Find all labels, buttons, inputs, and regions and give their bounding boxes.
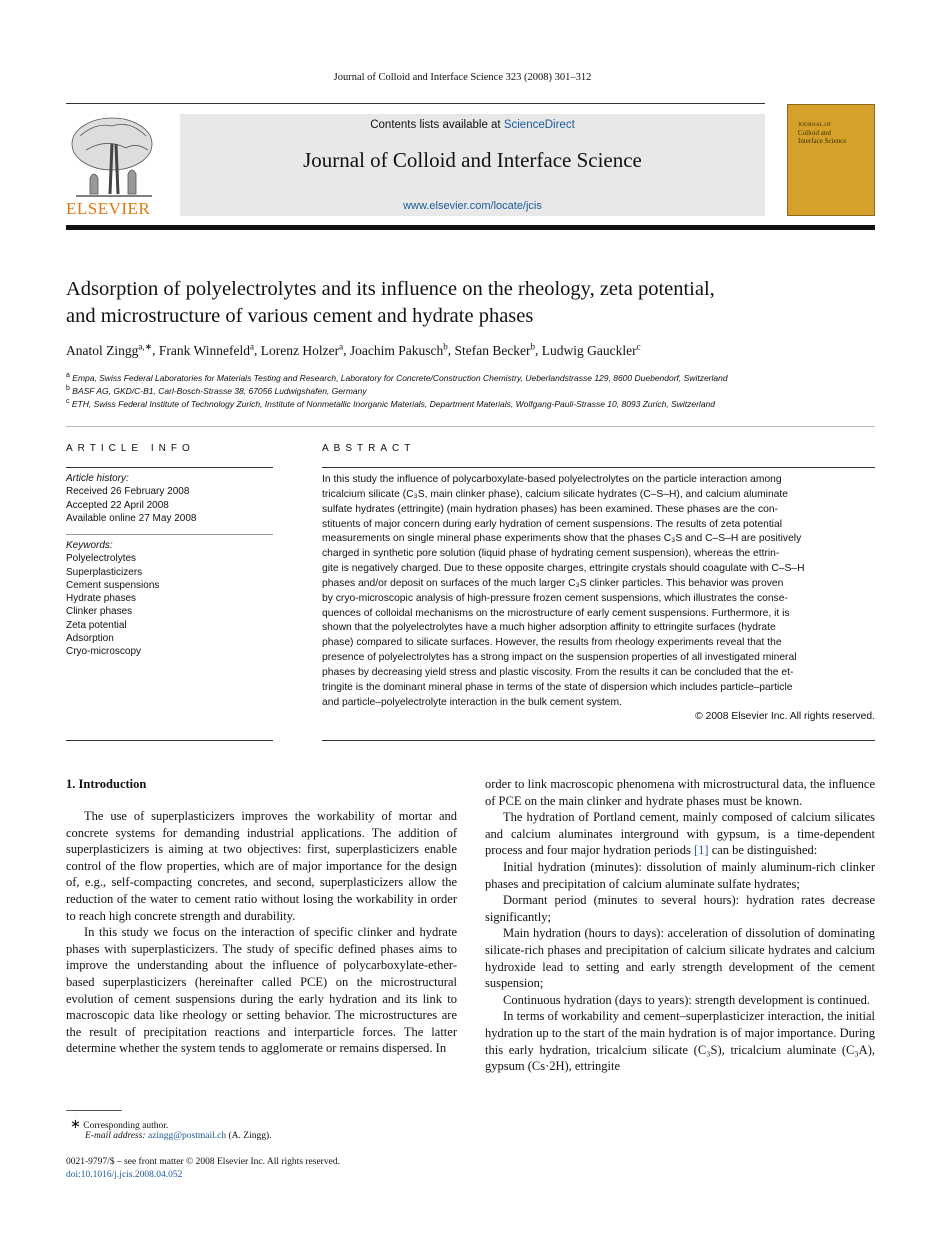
abstract-heading: ABSTRACT: [322, 443, 416, 454]
email-note: [85, 1131, 272, 1141]
affiliation-text: BASF AG, GKD/C-B1, Carl-Bosch-Strasse 38, 67056 Ludwigshafen, Germany: [72, 385, 367, 396]
abstract-bottom-rule: [322, 740, 875, 741]
article-info-bottom-rule: [66, 740, 273, 741]
abstract-line: gite is negatively charged. Due to these opposite charges, ettringite crystals should coagulate with C–S–H: [322, 563, 805, 575]
journal-cover: [787, 104, 875, 216]
affiliation: [66, 398, 715, 409]
email-suffix: (A. Zingg).: [228, 1131, 272, 1141]
affiliation-rule: [66, 426, 875, 427]
keyword: Hydrate phases: [66, 593, 137, 605]
abstract-rule: [322, 467, 875, 468]
abstract-line: phases by decreasing yield stress and plastic viscosity. From the results it can be concluded that the et-: [322, 666, 794, 678]
author: [66, 343, 152, 358]
abstract-line: quences of colloidal mechanisms on the microstructure of early cement suspensions. Furthermore, it is: [322, 607, 790, 619]
keywords-label: Keywords:: [66, 540, 113, 551]
abstract-line: presence of polyelectrolytes has a strong impact on the suspension properties of all investigated mineral: [322, 652, 797, 664]
abstract-line: and particle–polyelectrolyte interaction in the bulk cement system.: [322, 696, 622, 708]
author-name: Stefan Becker: [454, 342, 531, 358]
paragraph-text: The hydration of Portland cement, mainly composed of calcium silicates and calcium aluminates interground with gypsum, is a time-dependent process and four major hydration periods: [485, 810, 875, 858]
abstract-line: In this study the influence of polycarboxylate-based polyelectrolytes on the particle interaction among: [322, 474, 782, 485]
citation-link[interactable]: [1]: [693, 843, 709, 858]
author: [542, 343, 641, 358]
online-date: Available online 27 May 2008: [66, 512, 197, 524]
author-affil-mark[interactable]: c: [636, 341, 641, 351]
keyword: Superplasticizers: [66, 566, 143, 578]
abstract-line: phase) compared to silicate surfaces. However, the results from rheology experiments reveal that the: [322, 637, 782, 649]
received-date: Received 26 February 2008: [66, 486, 190, 498]
email-label: E-mail address:: [85, 1131, 146, 1141]
corresponding-author-note: [70, 1116, 168, 1132]
footnote-rule: [66, 1110, 122, 1111]
title-line: and microstructure of various cement and hydrate phases: [66, 305, 534, 327]
keyword: Adsorption: [66, 633, 114, 645]
corresponding-author-label: Corresponding author.: [83, 1121, 169, 1131]
cover-line: JOURNAL OF: [798, 122, 832, 128]
author-name: Joachim Pakusch: [349, 342, 444, 358]
abstract-line: tringite is the dominant mineral phase in terms of the state of dispersion which includes particle–particle: [322, 681, 793, 693]
author-affil-mark[interactable]: b: [530, 341, 536, 351]
article-info-heading: ARTICLE INFO: [66, 443, 195, 454]
asterisk-mark: ∗: [70, 1116, 81, 1131]
doi-link[interactable]: doi:10.1016/j.jcis.2008.04.052: [66, 1170, 183, 1180]
author-name: Ludwig Gauckler: [541, 342, 637, 358]
journal-url-link[interactable]: www.elsevier.com/locate/jcis: [403, 200, 542, 212]
keyword: Polyelectrolytes: [66, 553, 137, 565]
journal-masthead: [180, 114, 765, 216]
keyword: Cement suspensions: [66, 579, 160, 591]
author-affil-mark[interactable]: a: [339, 341, 344, 351]
paragraph: Dormant period (minutes to several hours): hydration rates decrease significantly;: [485, 893, 875, 924]
accepted-date: Accepted 22 April 2008: [66, 499, 169, 511]
paragraph: Main hydration (hours to days): acceleration of dissolution of dominating silicate-rich phases and precipitation of calcium silicate hydrates and calcium hydroxide lead to setting and early strength development of the cement suspension;: [485, 926, 875, 991]
section-heading-introduction: 1. Introduction: [66, 777, 147, 791]
title-line: Adsorption of polyelectrolytes and its influence on the rheology, zeta potential,: [66, 278, 715, 300]
abstract-body: [322, 473, 875, 711]
contents-prefix: Contents lists available at: [370, 119, 504, 131]
author-affil-mark[interactable]: a,∗: [138, 341, 153, 351]
abstract-copyright: © 2008 Elsevier Inc. All rights reserved.: [695, 711, 875, 722]
paragraph: In terms of workability and cement–superplasticizer interaction, the initial hydration up to the start of the main hydration is of major importance. During this early hydration, tricalcium silicate (C₃S), tricalcium aluminate (C₃A), gypsum (Cs·2H), ettringite: [485, 1009, 875, 1074]
paragraph-text: can be distinguished:: [708, 843, 818, 858]
issn-line: 0021-9797/$ – see front matter © 2008 Elsevier Inc. All rights reserved.: [66, 1157, 340, 1167]
cover-line: Colloid and: [798, 129, 831, 137]
author-affil-mark[interactable]: b: [443, 341, 448, 351]
abstract-line: phases and/or deposit on surfaces of the much larger C₃S clinker particles. This behavior was proven: [322, 577, 784, 589]
abstract-line: shown that the polyelectrolytes have a much higher adsorption affinity to ettringite surfaces (hydrate: [322, 622, 776, 634]
body-left-column: [66, 808, 457, 1057]
abstract-line: by cryo-microscopic analysis of high-pressure frozen cement suspensions, which illustrates the conse-: [322, 592, 788, 604]
keywords-block: [66, 539, 273, 659]
journal-citation: Journal of Colloid and Interface Science 323 (2008) 301–312: [333, 72, 592, 83]
journal-title: Journal of Colloid and Interface Science: [303, 148, 642, 172]
cover-title: [798, 121, 846, 145]
author-name: Frank Winnefeld: [158, 342, 250, 358]
author-name: Anatol Zingg: [66, 342, 139, 358]
keyword: Clinker phases: [66, 606, 133, 618]
author-name: Lorenz Holzer: [260, 342, 340, 358]
affiliation-mark: a: [66, 372, 70, 379]
affiliation: [66, 372, 728, 383]
author: [159, 343, 254, 358]
keyword: Zeta potential: [66, 619, 127, 631]
affiliation-mark: b: [66, 385, 70, 392]
body-right-column: [485, 776, 875, 1075]
keyword: Cryo-microscopy: [66, 646, 142, 658]
article-history: [66, 472, 273, 525]
author-affil-mark[interactable]: a: [249, 341, 254, 351]
paragraph: Initial hydration (minutes): dissolution of mainly aluminum-rich clinker phases and precipitation of calcium aluminate sulfate hydrates;: [485, 859, 875, 891]
paragraph: [485, 809, 875, 859]
author: [350, 343, 448, 358]
abstract-line: charged in synthetic pore solution (liquid phase of hydrating cement suspension), whereas the ettrin-: [322, 548, 780, 560]
paragraph: The use of superplasticizers improves the workability of mortar and concrete systems for demanding industrial applications. The addition of superplasticizers is aiming at two objectives: first, superplasticizers enable control of the flow properties, which are of major importance for the design of, e.g., self-compacting concretes, and second, superplasticizers allow the reduction of the water to cement ratio without losing the workability in order to reach high concrete strength and durability.: [66, 809, 457, 923]
author: [454, 343, 535, 358]
top-rule: [66, 103, 765, 104]
abstract-line: measurements on single mineral phase experiments show that the phases C₃S and C–S–H are positively: [322, 533, 802, 545]
publisher-name: ELSEVIER: [66, 199, 151, 218]
affiliation-text: Empa, Swiss Federal Laboratories for Materials Testing and Research, Laboratory for Concrete/Construction Chemistry, Ueberlandstrasse 129, 8600 Duebendorf, Switzerland: [72, 372, 728, 383]
history-label: Article history:: [66, 473, 129, 484]
affiliation-text: ETH, Swiss Federal Institute of Technology Zurich, Institute of Nonmetallic Inorganic Materials, Department Materials, Wolfgang-Pauli-Strasse 10, 8093 Zurich, Switzerland: [71, 398, 716, 409]
keywords-rule: [66, 534, 273, 535]
paragraph: Continuous hydration (days to years): strength development is continued.: [503, 992, 870, 1007]
author-list: Anatol Zingg$^{a,∗}$, Frank Winnefeld$^a$, Lorenz Holzer$^a$, Joachim Pakusch$^b$, Stefan Becker$^b$, Ludwig Gauckler$^c$: [66, 341, 641, 358]
contents-line: [180, 119, 765, 131]
paragraph: In this study we focus on the interaction of specific clinker and hydrate phases with superplasticizers. The study of specific defined phases aims to improve the understanding about the influence of polycarboxylate-ether-based superplasticizers (hereinafter called PCE) on the microstructural evolution of cement suspensions during the early hydration and its link to macroscopic data like rheology or setting behavior. The microstructures are the result of precipitation reactions and interparticle forces. The latter determine whether the system tends to agglomerate or remains dispersed. In: [66, 925, 457, 1056]
abstract-line: tricalcium silicate (C₃S, main clinker phase), calcium silicate hydrates (C–S–H), and calcium aluminate: [322, 488, 788, 500]
paper-title: [66, 276, 866, 330]
email-link[interactable]: azingg@postmail.ch: [147, 1131, 227, 1141]
header-thick-rule: [66, 225, 875, 230]
abstract-line: sulfate hydrates (ettringite) (main hydration phases) has been examined. These phases are the con-: [322, 503, 778, 515]
paragraph: order to link macroscopic phenomena with microstructural data, the influence of PCE on the main clinker and hydrate phases must be known.: [485, 777, 875, 808]
sciencedirect-link[interactable]: ScienceDirect: [503, 119, 575, 131]
article-info-rule: [66, 467, 273, 468]
affiliation: [66, 385, 367, 396]
abstract-line: stituents of major concern during early hydration of cement suspensions. The results of zeta potential: [322, 518, 782, 530]
author: [261, 343, 343, 358]
cover-line: Interface Science: [798, 137, 847, 145]
affiliation-mark: c: [66, 398, 70, 405]
